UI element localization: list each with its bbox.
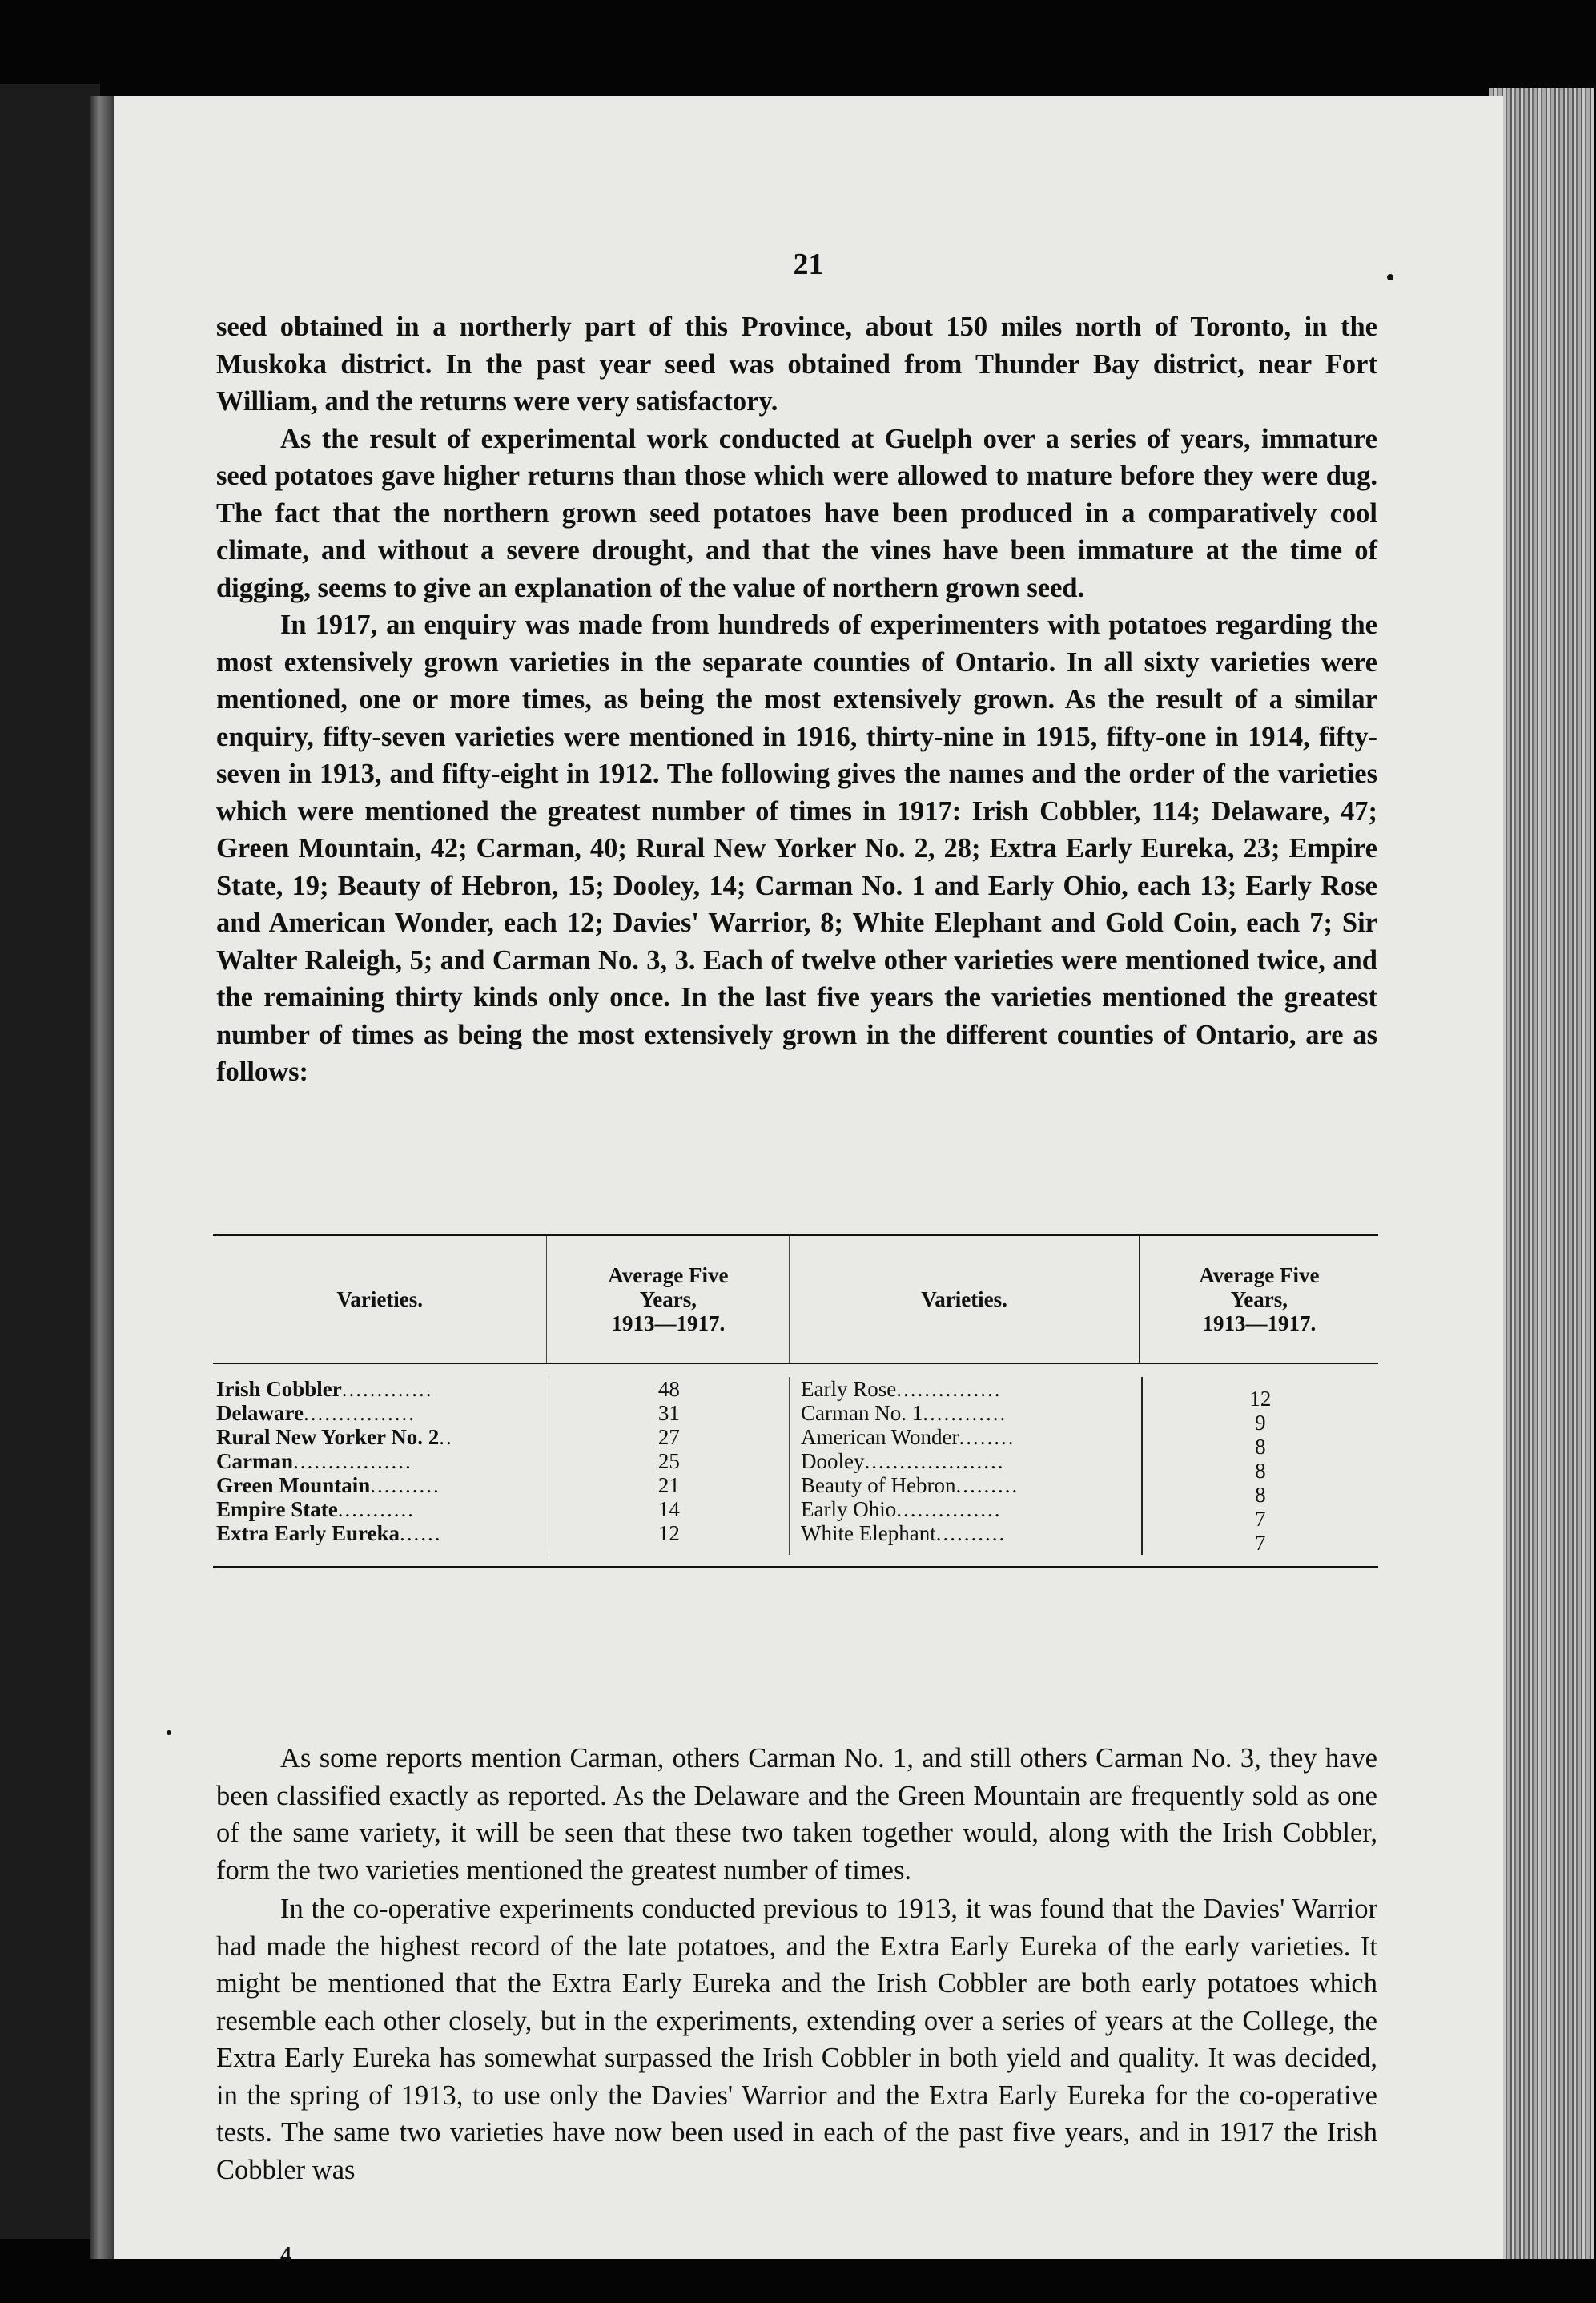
ink-speck [1387,274,1393,280]
body-text-bottom [216,1740,1377,2188]
table-cell: 48 [657,1377,680,1401]
table-cell: Irish Cobbler............. [216,1377,433,1401]
body-text-top [216,308,1377,1091]
paragraph: In the co-operative experiments conducted previous to 1913, it was found that the Davies' Warrior had made the highest record of the late potatoes, and the Extra Early Eureka of the early varieties. It might be mentioned that the Extra Early Eureka and the Irish Cobbler are both early potatoes which resemble each other closely, but in the experiments, extending over a series of years at the College, the Extra Early Eureka has somewhat surpassed the Irish Cobbler in both yield and quality. It was decided, in the spring of 1913, to use only the Davies' Warrior and the Extra Early Eureka for the co-operative tests. The same two varieties have now been used in each of the past five years, and in 1917 the Irish Cobbler was [216,1894,1377,2185]
header-varieties-right: Varieties. [789,1236,1138,1363]
table-cell: 27 [657,1425,680,1449]
header-average-left [546,1236,789,1363]
table-cell: Early Rose............... [801,1377,1002,1401]
header-line: 1913—1917. [611,1311,726,1335]
paragraph: As the result of experimental work conducted at Guelph over a series of years, immature seed potatoes gave higher returns than those which were allowed to mature before they were dug. The fact that the northern grown seed potatoes have been produced in a comparatively cool climate, and without a severe drought, and that the vines have been immature at the time of digging, seems to give an explanation of the value of northern grown seed. [216,423,1377,603]
table-cell: 9 [1255,1411,1266,1435]
header-varieties-left: Varieties. [336,1287,424,1311]
table-cell: 7 [1255,1531,1266,1555]
book-page [114,96,1503,2268]
signature-mark: 4 [280,2243,291,2268]
right-average-column [1141,1377,1378,1555]
page-number: 21 [793,248,824,281]
right-variety-column [789,1377,1141,1555]
table-cell: Carman No. 1............ [801,1401,1007,1425]
table-cell: 8 [1255,1459,1266,1483]
table-cell: 12 [1249,1387,1272,1411]
header-average-right [1139,1236,1378,1363]
table-cell: 12 [657,1521,680,1545]
paragraph: seed obtained in a northerly part of this Province, about 150 miles north of Toronto, in the Muskoka district. In the past year seed was obtained from Thunder Bay district, near Fort William, and the returns were very satisfactory. [216,312,1377,417]
varieties-table [213,1234,1378,1568]
table-cell: Early Ohio............... [801,1497,1002,1521]
left-variety-column [213,1377,549,1555]
table-cell: American Wonder........ [801,1425,1015,1449]
table-cell: Empire State........... [216,1497,415,1521]
table-cell: White Elephant.......... [801,1521,1007,1545]
scan-left-edge [0,84,100,2239]
book-page-edges [1489,88,1594,2259]
header-line: Years, [1230,1287,1288,1311]
table-cell: Extra Early Eureka...... [216,1521,442,1545]
header-line: 1913—1917. [1202,1311,1317,1335]
left-average-column [549,1377,789,1555]
table-cell: 7 [1255,1507,1266,1531]
paragraph: In 1917, an enquiry was made from hundreds of experimenters with potatoes regarding the most extensively grown varieties in the separate counties of Ontario. In all sixty varieties were mentioned, one or more times, as being the most extensively grown. As the result of a similar enquiry, fifty-seven varieties were mentioned in 1916, thirty-nine in 1915, fifty-one in 1914, fifty-seven in 1913, and fifty-eight in 1912. The following gives the names and the order of the varieties which were mentioned the greatest number of times in 1917: Irish Cobbler, 114; Delaware, 47; Green Mountain, 42; Carman, 40; Rural New Yorker No. 2, 28; Extra Early Eureka, 23; Empire State, 19; Beauty of Hebron, 15; Dooley, 14; Carman No. 1 and Early Ohio, each 13; Early Rose and American Wonder, each 12; Davies' Warrior, 8; White Elephant and Gold Coin, each 7; Sir Walter Raleigh, 5; and Carman No. 3, 3. Each of twelve other varieties were mentioned twice, and the remaining thirty kinds only once. In the last five years the varieties mentioned the greatest number of times as being the most extensively grown in the different counties of Ontario, are as follows: [216,610,1377,1087]
table-cell: Beauty of Hebron......... [801,1473,1019,1497]
table-cell: 8 [1255,1435,1266,1459]
header-line: Average Five [608,1263,729,1287]
table-cell: Carman................. [216,1449,412,1473]
table-header [213,1236,1378,1364]
table-cell: Rural New Yorker No. 2.. [216,1425,453,1449]
table-cell: Delaware................ [216,1401,416,1425]
table-cell: 31 [657,1401,680,1425]
table-cell: 8 [1255,1483,1266,1507]
header-line: Average Five [1199,1263,1320,1287]
table-body [213,1364,1378,1566]
table-cell: 25 [657,1449,680,1473]
paragraph: As some reports mention Carman, others Carman No. 1, and still others Carman No. 3, they have been classified exactly as reported. As the Delaware and the Green Mountain are frequently sold as one of the same variety, it will be seen that these two taken together would, along with the Irish Cobbler, form the two varieties mentioned the greatest number of times. [216,1743,1377,1886]
table-cell: Dooley.................... [801,1449,1005,1473]
ink-speck [167,1730,171,1735]
table-cell: Green Mountain.......... [216,1473,440,1497]
table-cell: 21 [657,1473,680,1497]
table-cell: 14 [657,1497,680,1521]
binding-edge [90,96,114,2259]
header-line: Years, [639,1287,697,1311]
